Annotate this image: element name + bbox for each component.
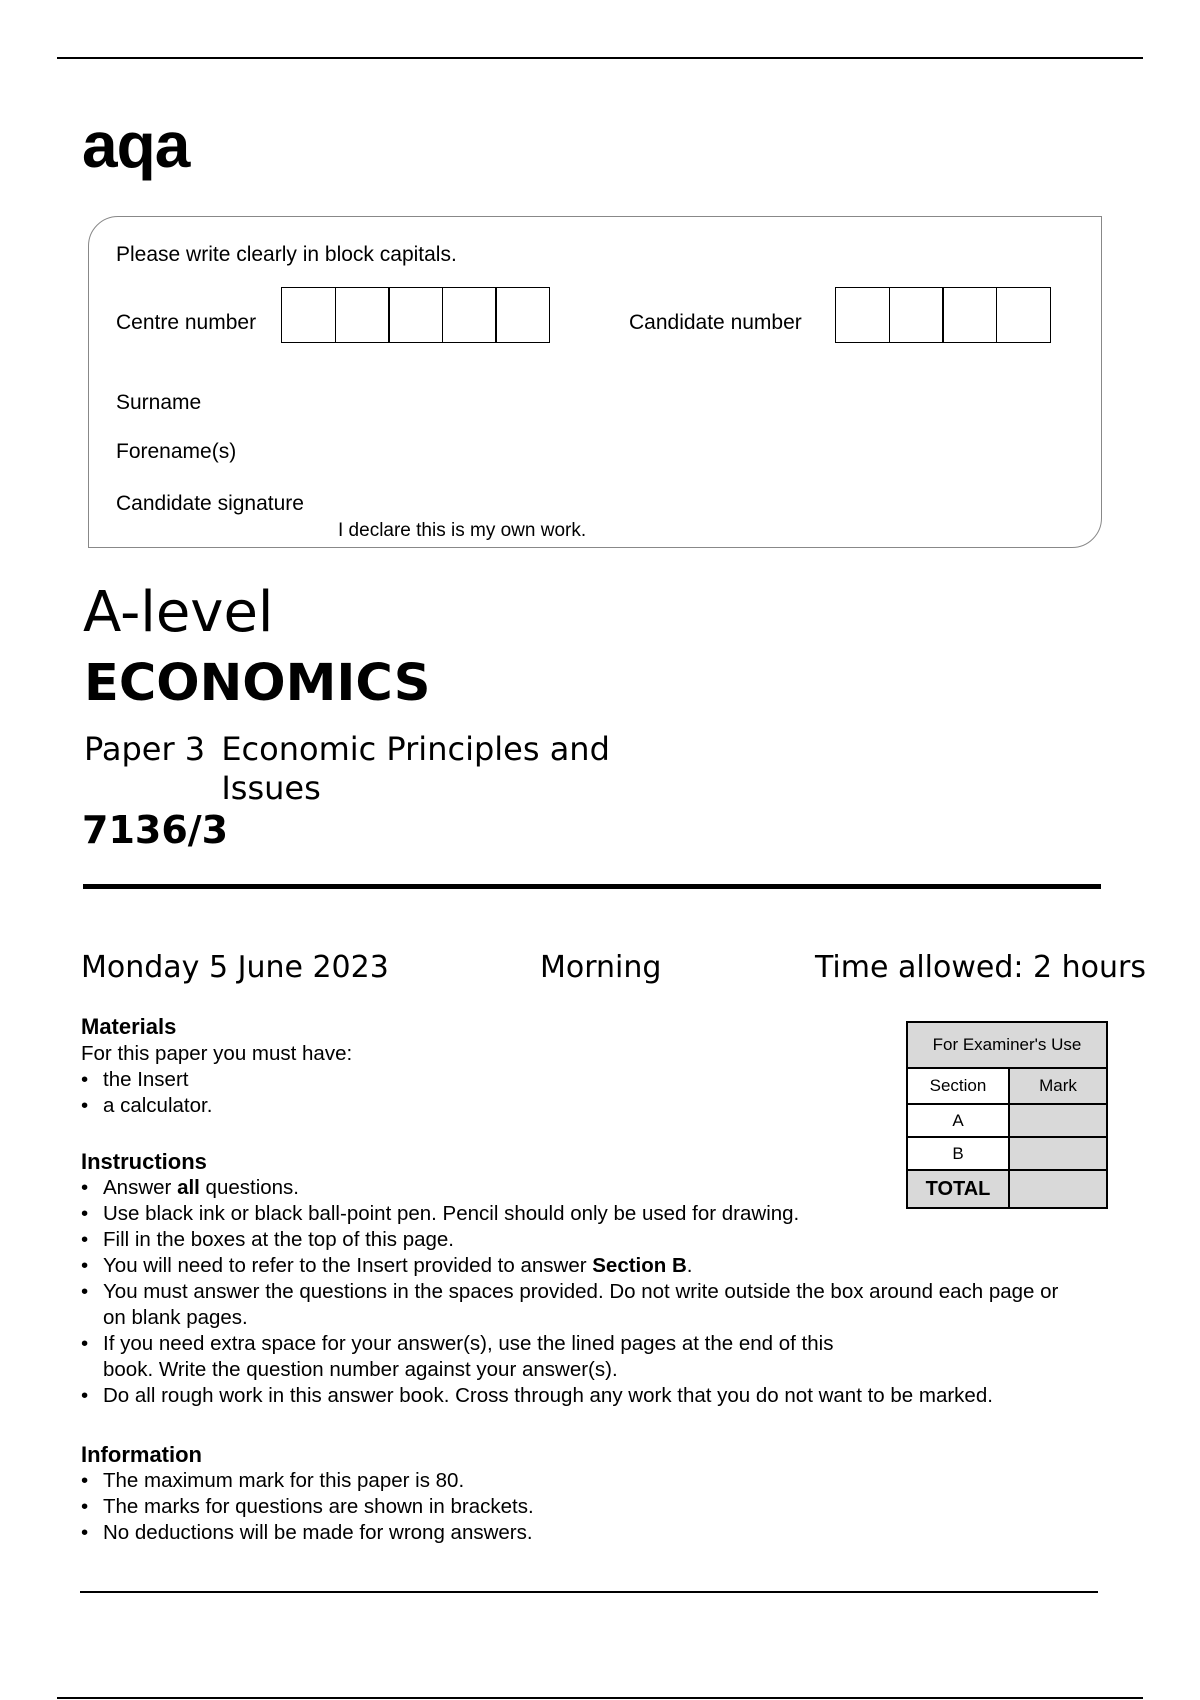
mark-cell — [1009, 1104, 1107, 1137]
bottom-rule — [57, 1697, 1143, 1699]
paper-code: 7136/3 — [82, 808, 229, 852]
footer-rule — [80, 1591, 1098, 1593]
centre-digit-box[interactable] — [281, 287, 336, 343]
materials-intro: For this paper you must have: — [81, 1042, 353, 1065]
examiner-table-header: For Examiner's Use — [907, 1022, 1107, 1068]
candidate-digit-box[interactable] — [942, 287, 997, 343]
centre-number-label: Centre number — [116, 311, 257, 334]
forename-label: Forename(s) — [116, 440, 237, 463]
total-label: TOTAL — [907, 1170, 1009, 1208]
information-item: • The marks for questions are shown in brackets. — [81, 1494, 534, 1520]
qualification-level: A-level — [83, 580, 274, 645]
exam-session: Morning — [540, 950, 662, 985]
candidate-digit-box[interactable] — [835, 287, 890, 343]
title-divider — [83, 884, 1101, 889]
instruction-item: • You will need to refer to the Insert provided to answer Section B. — [81, 1253, 1063, 1279]
block-capitals-instruction: Please write clearly in block capitals. — [116, 243, 457, 266]
instruction-item: • Fill in the boxes at the top of this page. — [81, 1227, 1063, 1253]
mark-column-header: Mark — [1009, 1068, 1107, 1104]
instruction-item: • Answer all questions. — [81, 1175, 1063, 1201]
candidate-number-label: Candidate number — [629, 311, 802, 334]
centre-digit-box[interactable] — [335, 287, 390, 343]
information-item: • No deductions will be made for wrong answers. — [81, 1520, 534, 1546]
candidate-digit-box[interactable] — [889, 287, 944, 343]
instruction-item: • Use black ink or black ball-point pen. Pencil should only be used for drawing. — [81, 1201, 1063, 1227]
centre-number-boxes — [281, 287, 550, 343]
materials-section — [81, 1014, 881, 1119]
centre-digit-box[interactable] — [495, 287, 550, 343]
centre-digit-box[interactable] — [442, 287, 497, 343]
paper-heading — [84, 730, 621, 808]
surname-label: Surname — [116, 391, 202, 414]
paper-number: Paper 3 — [84, 730, 206, 768]
instructions-section — [81, 1149, 1063, 1409]
candidate-details-box — [88, 216, 1102, 548]
centre-digit-box[interactable] — [388, 287, 443, 343]
materials-item: • the Insert — [81, 1067, 881, 1093]
instruction-item: • You must answer the questions in the spaces provided. Do not write outside the box around each page or on blank pages. — [81, 1279, 1063, 1331]
candidate-number-boxes — [835, 287, 1051, 343]
top-rule — [57, 57, 1143, 59]
instructions-heading: Instructions — [81, 1149, 207, 1174]
instruction-item: • If you need extra space for your answer(s), use the lined pages at the end of this book. Write the question number against your answer(s). — [81, 1331, 863, 1383]
section-label: A — [907, 1104, 1009, 1137]
section-column-header: Section — [907, 1068, 1009, 1104]
materials-heading: Materials — [81, 1014, 177, 1039]
aqa-logo: aqa — [82, 109, 190, 181]
instruction-item: • Do all rough work in this answer book. Cross through any work that you do not want to be marked. — [81, 1383, 1063, 1409]
exam-date: Monday 5 June 2023 — [81, 950, 389, 985]
section-label: B — [907, 1137, 1009, 1170]
information-heading: Information — [81, 1442, 202, 1467]
time-allowed: Time allowed: 2 hours — [815, 950, 1147, 985]
candidate-digit-box[interactable] — [996, 287, 1051, 343]
information-item: • The maximum mark for this paper is 80. — [81, 1468, 534, 1494]
signature-label: Candidate signature — [116, 492, 304, 515]
paper-title: Economic Principles and Issues — [221, 730, 610, 807]
materials-item: • a calculator. — [81, 1093, 881, 1119]
information-section — [81, 1442, 534, 1546]
subject-title: ECONOMICS — [84, 654, 431, 713]
declaration-text: I declare this is my own work. — [338, 520, 587, 541]
